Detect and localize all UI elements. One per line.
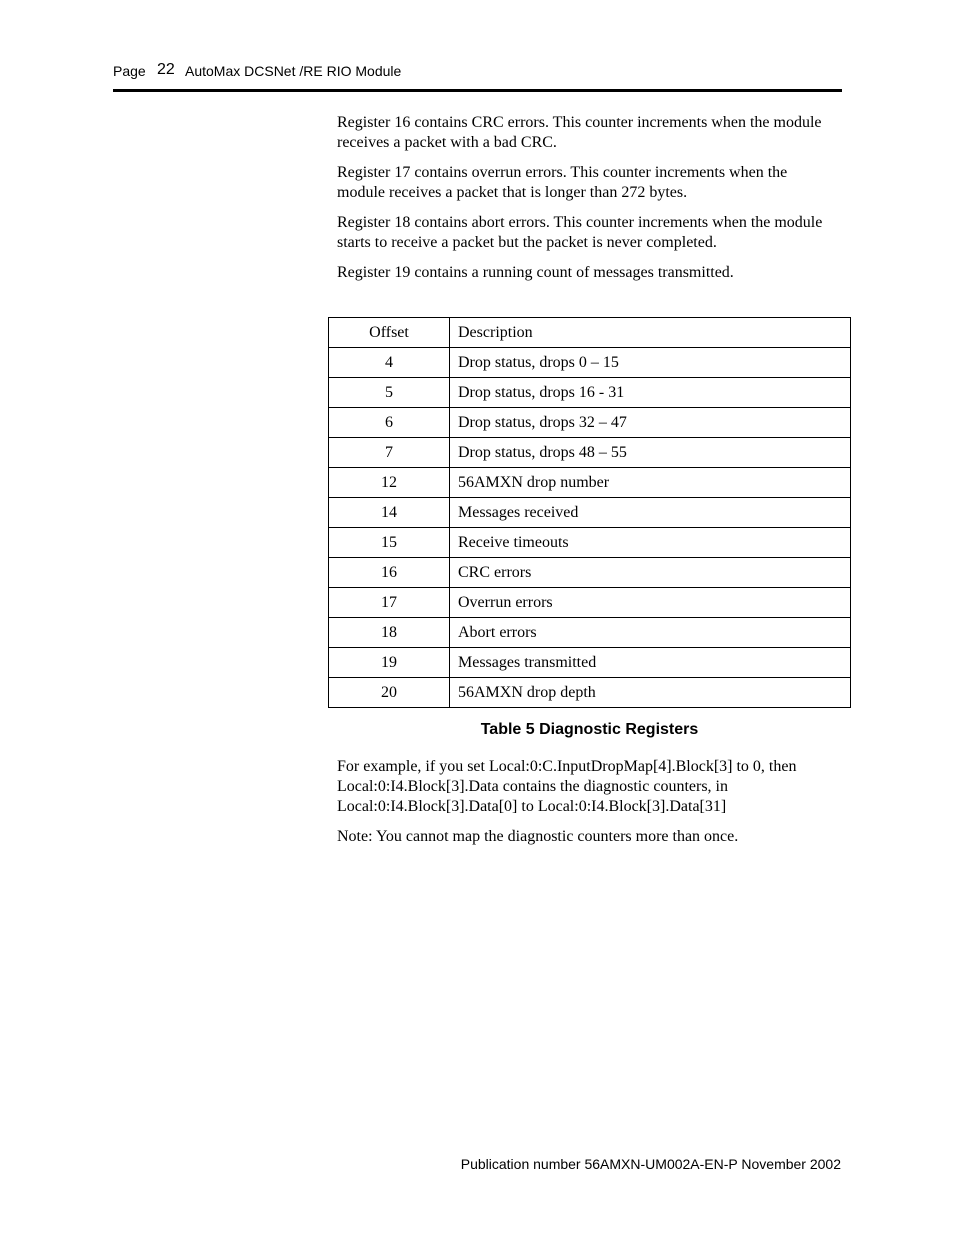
- offset-cell: 15: [329, 528, 450, 558]
- table-row: [329, 588, 851, 618]
- paragraph-register-17: Register 17 contains overrun errors. This counter increments when the module receives a packet that is longer than 272 bytes.: [337, 164, 788, 201]
- offset-cell: 16: [329, 558, 450, 588]
- table-row: [329, 438, 851, 468]
- description-cell: Messages received: [450, 498, 851, 528]
- description-cell: Drop status, drops 0 – 15: [450, 348, 851, 378]
- description-cell: Abort errors: [450, 618, 851, 648]
- table-row: [329, 678, 851, 708]
- description-cell: 56AMXN drop depth: [450, 678, 851, 708]
- table-row: [329, 618, 851, 648]
- offset-cell: 6: [329, 408, 450, 438]
- example-text: [337, 757, 842, 857]
- offset-cell: 14: [329, 498, 450, 528]
- paragraph-note: Note: You cannot map the diagnostic counters more than once.: [337, 828, 739, 845]
- page-label: Page: [113, 63, 146, 79]
- column-header-description: Description: [450, 318, 851, 348]
- offset-cell: 4: [329, 348, 450, 378]
- table-row: [329, 348, 851, 378]
- column-header-offset: Offset: [329, 318, 450, 348]
- table-row: [329, 528, 851, 558]
- page-number: 22: [157, 61, 175, 78]
- table-caption: Table 5 Diagnostic Registers: [480, 721, 699, 738]
- offset-cell: 18: [329, 618, 450, 648]
- description-cell: Overrun errors: [450, 588, 851, 618]
- intro-text: [337, 113, 837, 293]
- table-row: [329, 498, 851, 528]
- paragraph-register-16: Register 16 contains CRC errors. This counter increments when the module receives a packet with a bad CRC.: [337, 114, 822, 151]
- table-row: [329, 378, 851, 408]
- offset-cell: 12: [329, 468, 450, 498]
- table-row: [329, 648, 851, 678]
- offset-cell: 17: [329, 588, 450, 618]
- description-cell: Messages transmitted: [450, 648, 851, 678]
- table-row: [329, 558, 851, 588]
- document-title: AutoMax DCSNet /RE RIO Module: [185, 63, 402, 79]
- offset-cell: 7: [329, 438, 450, 468]
- paragraph-example: For example, if you set Local:0:C.InputDropMap[4].Block[3] to 0, then Local:0:I4.Block[3].Data contains the diagnostic counters, in Local:0:I4.Block[3].Data[0] to Local:0:I4.Block[3].Data[31]: [337, 758, 797, 815]
- paragraph-register-19: Register 19 contains a running count of messages transmitted.: [337, 264, 734, 281]
- description-cell: Drop status, drops 48 – 55: [450, 438, 851, 468]
- description-cell: 56AMXN drop number: [450, 468, 851, 498]
- table-row: [329, 408, 851, 438]
- table-row: [329, 468, 851, 498]
- description-cell: Receive timeouts: [450, 528, 851, 558]
- offset-cell: 5: [329, 378, 450, 408]
- description-cell: Drop status, drops 32 – 47: [450, 408, 851, 438]
- offset-cell: 19: [329, 648, 450, 678]
- page-header: [113, 61, 842, 92]
- description-cell: Drop status, drops 16 - 31: [450, 378, 851, 408]
- offset-cell: 20: [329, 678, 450, 708]
- table-header-row: [329, 318, 851, 348]
- paragraph-register-18: Register 18 contains abort errors. This counter increments when the module starts to receive a packet but the packet is never completed.: [337, 214, 823, 251]
- description-cell: CRC errors: [450, 558, 851, 588]
- publication-footer: Publication number 56AMXN-UM002A-EN-P November 2002: [460, 1156, 841, 1172]
- diagnostic-registers-table: [328, 317, 851, 708]
